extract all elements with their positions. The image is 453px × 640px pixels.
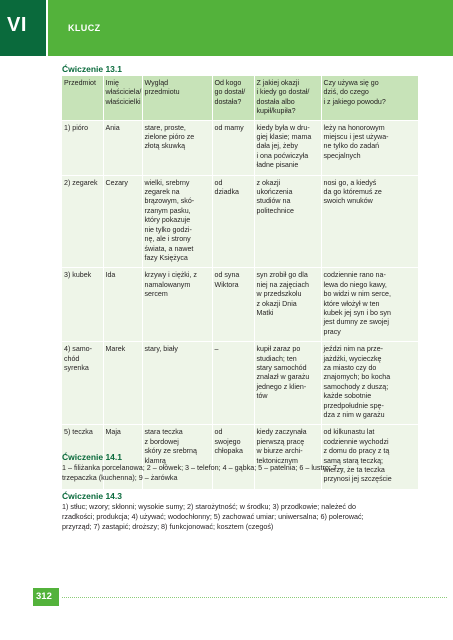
table-cell: stare, proste, zielone pióro ze złotą skuwką <box>142 120 212 175</box>
page-number: 312 <box>36 591 52 602</box>
table-header-row <box>62 76 418 120</box>
table-cell: 2) zegarek <box>62 175 103 268</box>
table-cell: Ida <box>103 268 142 342</box>
table-cell: jeździ nim na prze- jażdżki, wycieczkę za miasto czy do znajomych; bo kocha samochody z duszą; każde sobotnie przedpołudnie spę- dza z nim w garażu <box>321 342 418 425</box>
table-cell: z okazji ukończenia studiów na politechnice <box>254 175 321 268</box>
column-header: Od kogo go dostał/ dostała? <box>212 76 254 120</box>
page-number-badge <box>33 588 59 606</box>
table-cell: 5) teczka <box>62 425 103 489</box>
column-header: Czy używa się go dziś, do czego i z jakiego powodu? <box>321 76 418 120</box>
table-cell: kiedy była w dru- giej klasie; mama dała jej, żeby i ona poćwiczyła ładne pisanie <box>254 120 321 175</box>
column-header: Imię właściciela/ właścicielki <box>103 76 142 120</box>
table-cell: 4) samo- chód syrenka <box>62 342 103 425</box>
exercise-14-1-title: Ćwiczenie 14.1 <box>62 452 123 462</box>
table-cell: nosi go, a kiedyś da go któremuś ze swoich wnuków <box>321 175 418 268</box>
table-cell: od swojego chłopaka <box>212 425 254 489</box>
table-cell: 1) pióro <box>62 120 103 175</box>
table-cell: krzywy i ciężki, z namalowanym sercem <box>142 268 212 342</box>
footer-dotted-rule <box>62 597 447 598</box>
exercise-14-1-answers: 1 – filiżanka porcelanowa; 2 – ołówek; 3 – telefon; 4 – gąbka; 5 – patelnia; 6 – lustro; 7 – trzepaczka (kuchenna); 9 – żarówka <box>62 463 343 482</box>
table-cell: stara teczka z bordowej skóry ze srebrną klamrą <box>142 425 212 489</box>
section-number: VI <box>7 14 27 36</box>
section-tab <box>0 0 46 56</box>
exercise-13-1-title: Ćwiczenie 13.1 <box>62 64 123 74</box>
table-cell: Marek <box>103 342 142 425</box>
table-cell: kiedy zaczynała pierwszą pracę w biurze archi- tektonicznym <box>254 425 321 489</box>
table-row <box>62 120 418 175</box>
table-cell: wielki, srebrny zegarek na brązowym, skó- rzanym pasku, który pokazuje nie tylko godzi- nę, ale i strony świata, a nawet fazy Księżyca <box>142 175 212 268</box>
table-cell: codziennie rano na- lewa do niego kawy, bo widzi w nim serce, które włożył w ten kubek jej syn i bo syn jest dumny ze swojej pracy <box>321 268 418 342</box>
table-cell: od kilkunastu lat codziennie wychodzi z domu do pracy z tą samą starą teczką; wierzy, że ta teczka przynosi jej szczęście <box>321 425 418 489</box>
column-header: Wygląd przedmiotu <box>142 76 212 120</box>
exercise-14-3-title: Ćwiczenie 14.3 <box>62 491 123 501</box>
table-cell: Cezary <box>103 175 142 268</box>
header-label: KLUCZ <box>68 23 101 33</box>
exercise-14-3-answers: 1) stłuc; wzory; skłonni; wysokie sumy; 2) starożytność; w środku; 3) przodkowie; należeć do rzadkości; produkcja; 4) używać; wodochłonny; 5) zachować umiar; uniwersalna; 6) polerować; przyrząd; 7) zastąpić; droższy; 8) funkcjonować; kosztem (czegoś) <box>62 502 364 531</box>
table-cell: – <box>212 342 254 425</box>
column-header: Przedmiot <box>62 76 103 120</box>
table-row <box>62 342 418 425</box>
table-cell: kupił zaraz po studiach; ten stary samochód znalazł w garażu jednego z klien- tów <box>254 342 321 425</box>
table-cell: Ania <box>103 120 142 175</box>
table-cell: od dziadka <box>212 175 254 268</box>
table-cell: leży na honorowym miejscu i jest używa- ne tylko do zadań specjalnych <box>321 120 418 175</box>
column-header: Z jakiej okazji i kiedy go dostał/ dostała albo kupił/kupiła? <box>254 76 321 120</box>
table-cell: Maja <box>103 425 142 489</box>
table-row <box>62 175 418 268</box>
table-cell: od mamy <box>212 120 254 175</box>
header-bar <box>48 0 453 56</box>
table-cell: 3) kubek <box>62 268 103 342</box>
table-cell: stary, biały <box>142 342 212 425</box>
table-row <box>62 268 418 342</box>
table-cell: od syna Wiktora <box>212 268 254 342</box>
table-cell: syn zrobił go dla niej na zajęciach w przedszkolu z okazji Dnia Matki <box>254 268 321 342</box>
answer-table <box>62 76 418 489</box>
